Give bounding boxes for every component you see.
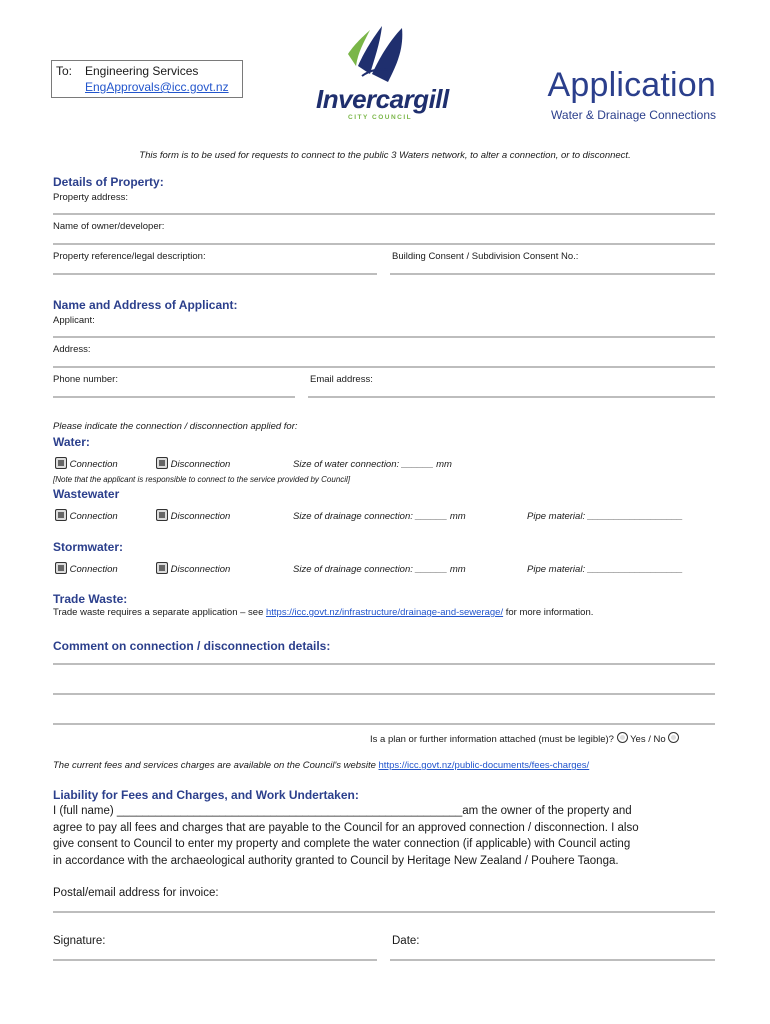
wastewater-disconnection-label: Disconnection (170, 511, 231, 522)
comment-heading: Comment on connection / disconnection details: (53, 639, 331, 653)
attachment-question (370, 732, 679, 745)
signature-field[interactable] (53, 959, 377, 961)
phone-label: Phone number: (53, 374, 118, 385)
legal-description-field[interactable] (53, 273, 377, 275)
water-size-field[interactable]: Size of water connection: ______ mm (293, 459, 452, 470)
liability-line-3: give consent to Council to enter my property and complete the water connection (if applicable) with Council acting (53, 838, 631, 850)
legal-description-label: Property reference/legal description: (53, 251, 206, 262)
liability-heading: Liability for Fees and Charges, and Work Undertaken: (53, 788, 359, 802)
form-title: Application (547, 66, 716, 104)
applicant-label: Applicant: (53, 315, 95, 326)
water-note: [Note that the applicant is responsible to connect to the service provided by Council] (53, 475, 351, 484)
to-label: To: (56, 64, 73, 78)
liability-text (53, 803, 723, 869)
trade-waste-heading: Trade Waste: (53, 592, 128, 606)
wastewater-connection-checkbox[interactable] (55, 509, 67, 521)
council-logo (300, 20, 470, 130)
recipient-box (51, 60, 243, 98)
intro-text: This form is to be used for requests to connect to the public 3 Waters network, to alter a connection, or to disconnect. (139, 150, 631, 161)
attachment-yes-label: Yes / (630, 734, 651, 745)
trade-waste-text (53, 607, 593, 618)
water-connection-checkbox[interactable] (55, 457, 67, 469)
applicant-field[interactable] (53, 336, 715, 338)
comment-line-2[interactable] (53, 693, 715, 695)
water-disconnection-checkbox[interactable] (156, 457, 168, 469)
stormwater-size-field[interactable]: Size of drainage connection: ______ mm (293, 564, 466, 575)
stormwater-disconnection-option[interactable] (156, 562, 230, 575)
owner-label: Name of owner/developer: (53, 221, 165, 232)
trade-waste-link[interactable]: https://icc.govt.nz/infrastructure/drainage-and-sewerage/ (266, 607, 504, 618)
wastewater-size-field[interactable]: Size of drainage connection: ______ mm (293, 511, 466, 522)
applicant-address-field[interactable] (53, 366, 715, 368)
phone-field[interactable] (53, 396, 295, 398)
logo-subtext: CITY COUNCIL (348, 114, 413, 121)
liability-line-1[interactable]: I (full name) ______________________________________________________am the owner of the property and (53, 805, 632, 817)
consent-number-field[interactable] (390, 273, 715, 275)
stormwater-pipe-field[interactable]: Pipe material: __________________ (527, 564, 683, 575)
water-connection-label: Connection (69, 459, 118, 470)
water-disconnection-label: Disconnection (170, 459, 231, 470)
attachment-yes-radio[interactable] (617, 732, 628, 743)
recipient-name: Engineering Services (85, 64, 199, 78)
date-label: Date: (392, 935, 420, 947)
property-address-label: Property address: (53, 192, 128, 203)
water-heading: Water: (53, 435, 90, 449)
signature-label: Signature: (53, 935, 106, 947)
comment-line-1[interactable] (53, 663, 715, 665)
wastewater-connection-option[interactable] (55, 509, 118, 522)
property-address-field[interactable] (53, 213, 715, 215)
liability-line-2: agree to pay all fees and charges that are payable to the Council for an approved connection / disconnection. I also (53, 821, 639, 834)
stormwater-connection-checkbox[interactable] (55, 562, 67, 574)
email-field[interactable] (308, 396, 715, 398)
attachment-no-label: No (653, 734, 666, 745)
stormwater-heading: Stormwater: (53, 540, 124, 554)
form-subtitle: Water & Drainage Connections (551, 108, 716, 122)
email-label: Email address: (310, 374, 373, 385)
liability-line-4: in accordance with the archaeological authority granted to Council by Heritage New Zealand / Pouhere Taonga. (53, 854, 619, 867)
postal-label: Postal/email address for invoice: (53, 887, 219, 899)
water-connection-option[interactable] (55, 457, 118, 470)
applicant-address-label: Address: (53, 344, 91, 355)
wastewater-heading: Wastewater (53, 487, 120, 501)
property-heading: Details of Property: (53, 175, 164, 189)
wastewater-disconnection-checkbox[interactable] (156, 509, 168, 521)
owner-field[interactable] (53, 243, 715, 245)
trade-waste-text-pre: Trade waste requires a separate application – see (53, 607, 266, 618)
fees-text-content: The current fees and services charges are available on the Council's website (53, 760, 379, 771)
indicate-text: Please indicate the connection / disconnection applied for: (53, 421, 298, 432)
stormwater-disconnection-label: Disconnection (170, 564, 231, 575)
date-field[interactable] (390, 959, 715, 961)
stormwater-connection-option[interactable] (55, 562, 118, 575)
consent-number-label: Building Consent / Subdivision Consent No.: (392, 251, 579, 262)
stormwater-connection-label: Connection (69, 564, 118, 575)
trade-waste-text-post: for more information. (503, 607, 594, 618)
wastewater-connection-label: Connection (69, 511, 118, 522)
postal-field[interactable] (53, 911, 715, 913)
wastewater-disconnection-option[interactable] (156, 509, 230, 522)
logo-wordmark: Invercargill (316, 84, 449, 114)
water-disconnection-option[interactable] (156, 457, 230, 470)
stormwater-disconnection-checkbox[interactable] (156, 562, 168, 574)
wastewater-pipe-field[interactable]: Pipe material: __________________ (527, 511, 683, 522)
attachment-no-radio[interactable] (668, 732, 679, 743)
recipient-email-link[interactable]: EngApprovals@icc.govt.nz (85, 80, 229, 94)
fees-text (53, 760, 589, 771)
applicant-heading: Name and Address of Applicant: (53, 298, 238, 312)
comment-line-3[interactable] (53, 723, 715, 725)
fees-link[interactable]: https://icc.govt.nz/public-documents/fees-charges/ (378, 760, 590, 771)
attachment-question-text: Is a plan or further information attached (must be legible)? (370, 734, 614, 745)
